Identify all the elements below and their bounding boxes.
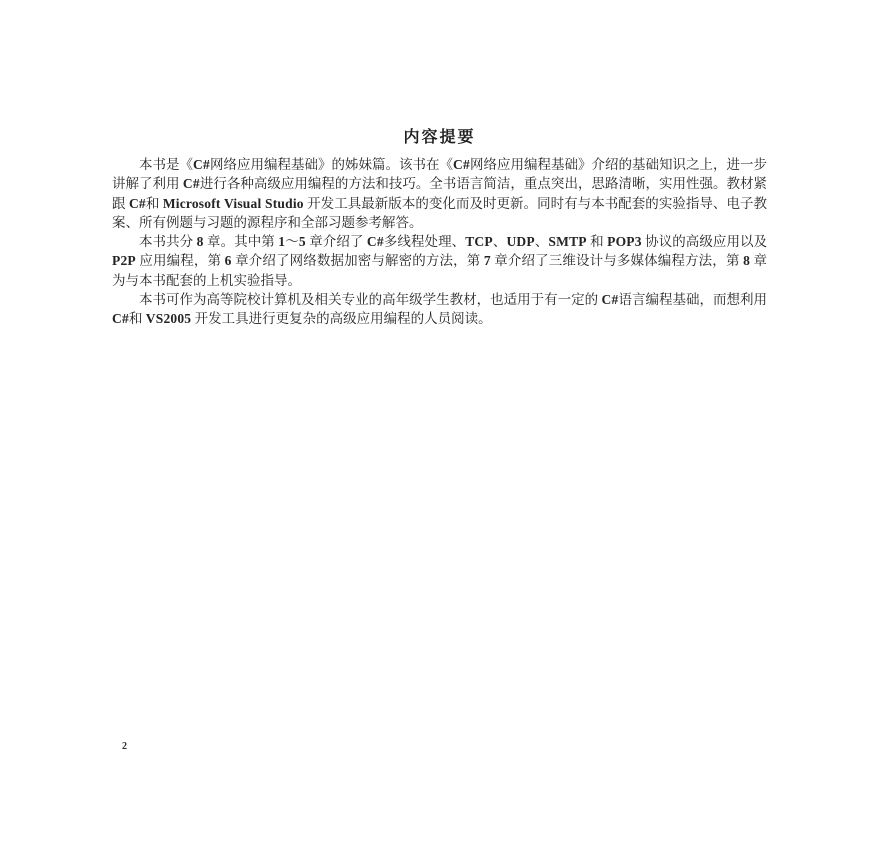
paragraph-audience: 本书可作为高等院校计算机及相关专业的高年级学生教材，也适用于有一定的 C#语言编程基础，而想利用 C#和 VS2005 开发工具进行更复杂的高级应用编程的人员阅读。 bbox=[112, 292, 768, 327]
paragraph-intro: 本书是《C#网络应用编程基础》的姊妹篇。该书在《C#网络应用编程基础》介绍的基础知识之上，进一步讲解了利用 C#进行各种高级应用编程的方法和技巧。全书语言简洁，重点突出，思路清晰，实用性强。教材紧跟 C#和 Microsoft Visual Studio 开发工具最新版本的变化而及时更新。同时有与本书配套的实验指导、电子教案、所有例题与习题的源程序和全部习题参考解答。 bbox=[112, 157, 768, 230]
paragraph-chapters: 本书共分 8 章。其中第 1～5 章介绍了 C#多线程处理、TCP、UDP、SMTP 和 POP3 协议的高级应用以及 P2P 应用编程，第 6 章介绍了网络数据加密与解密的方法，第 7 章介绍了三维设计与多媒体编程方法，第 8 章为与本书配套的上机实验指导。 bbox=[112, 234, 768, 288]
page-content bbox=[112, 127, 767, 329]
page-title: 内容提要 bbox=[403, 129, 476, 146]
page-number: 2 bbox=[122, 741, 127, 752]
